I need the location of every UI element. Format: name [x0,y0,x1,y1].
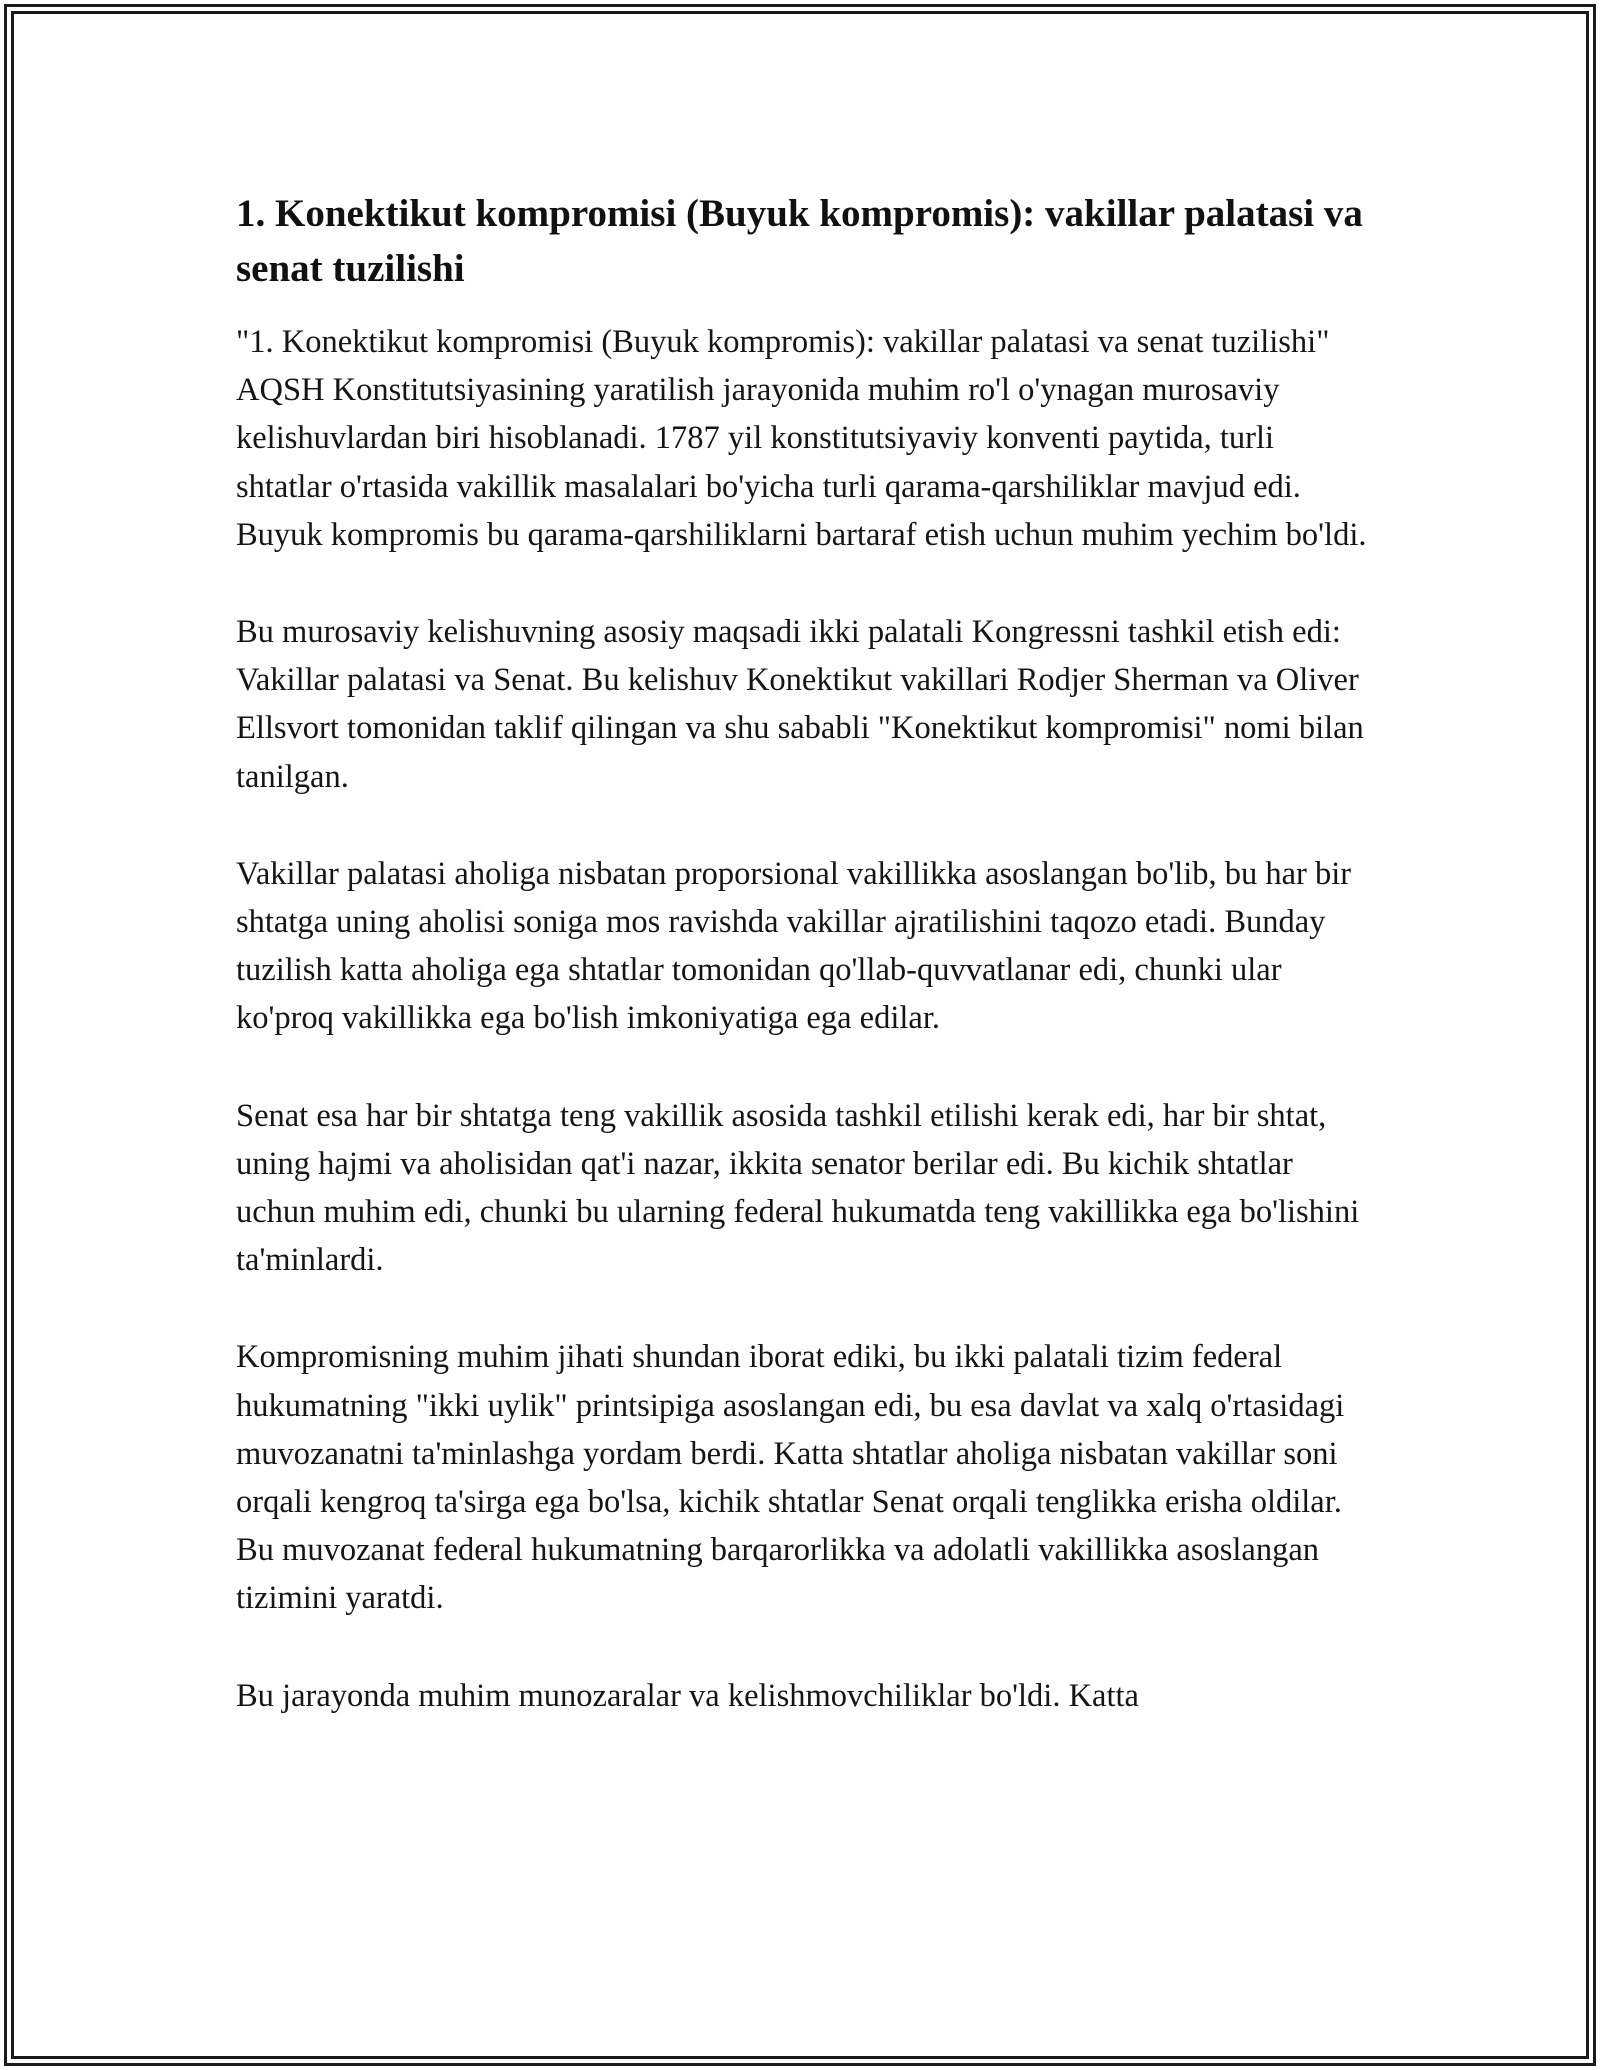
paragraph-introduction: "1. Konektikut kompromisi (Buyuk kompromis): vakillar palatasi va senat tuzilishi" AQSH Konstitutsiyasining yaratilish jarayonida muhim ro'l o'ynagan murosaviy kelishuvlardan biri hisoblanadi. 1787 yil konstitutsiyaviy konventi paytida, turli shtatlar o'rtasida vakillik masalalari bo'yicha turli qarama-qarshiliklar mavjud edi. Buyuk kompromis bu qarama-qarshiliklarni bartaraf etish uchun muhim yechim bo'ldi. [236,324,1367,553]
paragraph-bicameral-congress: Bu murosaviy kelishuvning asosiy maqsadi ikki palatali Kongressni tashkil etish edi: Vakillar palatasi va Senat. Bu kelishuv Konektikut vakillari Rodjer Sherman va Oliver Ellsvort tomonidan taklif qilingan va shu sababli "Konektikut kompromisi" nomi bilan tanilgan. [236,614,1364,795]
section-heading: 1. Konektikut kompromisi (Buyuk kompromis): vakillar palatasi va senat tuzilishi [236,192,1363,290]
paragraph-balance: Kompromisning muhim jihati shundan iborat ediki, bu ikki palatali tizim federal hukumatning "ikki uylik" printsipiga asoslangan edi, bu esa davlat va xalq o'rtasidagi muvozanatni ta'minlashga yordam berdi. Katta shtatlar aholiga nisbatan vakillar soni orqali kengroq ta'sirga ega bo'lsa, kichik shtatlar Senat orqali tenglikka erisha oldilar. Bu muvozanat federal hukumatning barqarorlikka va adolatli vakillikka asoslangan tizimini yaratdi. [236,1339,1345,1617]
paragraph-house-of-representatives: Vakillar palatasi aholiga nisbatan proporsional vakillikka asoslangan bo'lib, bu har bir shtatga uning aholisi soniga mos ravishda vakillar ajratilishini taqozo etadi. Bunday tuzilish katta aholiga ega shtatlar tomonidan qo'llab-quvvatlanar edi, chunki ular ko'proq vakillikka ega bo'lish imkoniyatiga ega edilar. [236,855,1352,1037]
paragraph-senate: Senat esa har bir shtatga teng vakillik asosida tashkil etilishi kerak edi, har bir shtat, uning hajmi va aholisidan qat'i nazar, ikkita senator berilar edi. Bu kichik shtatlar uchun muhim edi, chunki bu ularning federal hukumatda teng vakillikka ega bo'lishini ta'minlardi. [236,1097,1360,1279]
paragraph-debates: Bu jarayonda muhim munozaralar va kelishmovchiliklar bo'ldi. Katta [236,1677,1139,1714]
document-body [236,186,1376,1720]
